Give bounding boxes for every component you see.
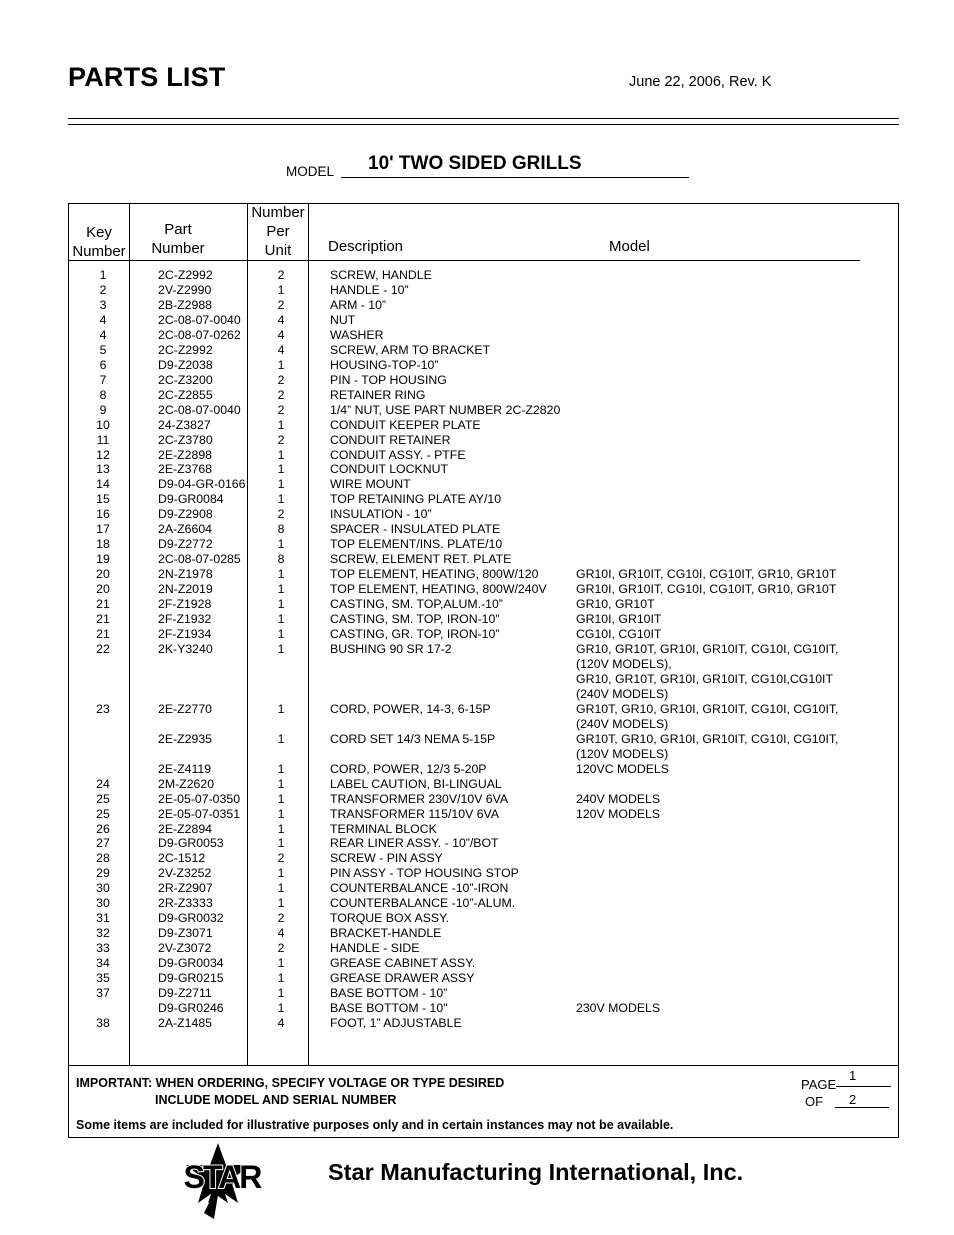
cell-description: TRANSFORMER 230V/10V 6VA bbox=[330, 791, 509, 806]
cell-model: 240V MODELS bbox=[576, 791, 661, 806]
table-row bbox=[0, 866, 954, 881]
cell-description: WASHER bbox=[330, 327, 384, 342]
cell-quantity: 1 bbox=[277, 956, 285, 971]
column-header-description: Description bbox=[328, 238, 404, 255]
cell-model: GR10T, GR10, GR10I, GR10IT, CG10I, CG10IT, bbox=[576, 701, 839, 716]
cell-quantity: 1 bbox=[277, 701, 285, 716]
cell-key: 15 bbox=[96, 492, 110, 507]
cell-description: TOP ELEMENT/INS. PLATE/10 bbox=[330, 537, 503, 552]
table-row bbox=[0, 358, 954, 373]
cell-quantity: 2 bbox=[277, 297, 285, 312]
cell-key: 4 bbox=[99, 327, 107, 342]
table-row bbox=[0, 313, 954, 328]
column-header-key: Key Number bbox=[72, 224, 126, 260]
cell-key: 38 bbox=[96, 1016, 110, 1030]
cell-part-number: D9-Z2772 bbox=[158, 537, 213, 552]
cell-description: REAR LINER ASSY. - 10”/BOT bbox=[330, 836, 499, 851]
table-row bbox=[0, 896, 954, 911]
cell-key: 33 bbox=[96, 941, 110, 956]
page-total-underline bbox=[835, 1107, 889, 1108]
cell-key: 34 bbox=[96, 956, 110, 971]
table-row bbox=[0, 732, 954, 747]
cell-part-number: D9-GR0032 bbox=[158, 911, 224, 926]
cell-part-number: 2R-Z2907 bbox=[158, 881, 213, 896]
cell-quantity: 4 bbox=[277, 1016, 285, 1030]
cell-part-number: D9-Z3071 bbox=[158, 926, 213, 941]
cell-part-number: 2C-Z2855 bbox=[158, 387, 213, 402]
cell-description: TORQUE BOX ASSY. bbox=[330, 911, 450, 926]
cell-quantity: 2 bbox=[277, 402, 285, 417]
page-number-underline bbox=[836, 1086, 891, 1087]
cell-quantity: 1 bbox=[277, 417, 285, 432]
cell-quantity: 1 bbox=[277, 836, 285, 851]
cell-part-number: 2N-Z1978 bbox=[158, 567, 213, 582]
cell-part-number: D9-04-GR-0166 bbox=[158, 477, 246, 492]
page-of-label: OF bbox=[805, 1094, 824, 1109]
cell-description: GREASE CABINET ASSY. bbox=[330, 956, 476, 971]
cell-part-number: 2E-Z3768 bbox=[158, 462, 213, 477]
model-value: 10' TWO SIDED GRILLS bbox=[368, 153, 582, 174]
cell-key: 25 bbox=[96, 806, 110, 821]
cell-description: 1/4” NUT, USE PART NUMBER 2C-Z2820 bbox=[330, 402, 561, 417]
header-divider bbox=[68, 118, 899, 119]
table-row bbox=[0, 941, 954, 956]
cell-quantity: 1 bbox=[277, 776, 285, 791]
cell-model: 230V MODELS bbox=[576, 1001, 661, 1016]
cell-quantity: 2 bbox=[277, 268, 285, 282]
cell-key: 22 bbox=[96, 642, 110, 656]
cell-part-number: 2F-Z1934 bbox=[158, 627, 212, 642]
cell-description: FOOT, 1” ADJUSTABLE bbox=[330, 1016, 462, 1030]
cell-description: CORD, POWER, 12/3 5-20P bbox=[330, 761, 487, 776]
cell-key: 21 bbox=[96, 627, 110, 642]
page-title: PARTS LIST bbox=[68, 62, 226, 92]
cell-key: 29 bbox=[96, 866, 110, 881]
table-row bbox=[0, 343, 954, 358]
cell-quantity: 2 bbox=[277, 851, 285, 866]
cell-key: 7 bbox=[99, 372, 107, 387]
cell-quantity: 1 bbox=[277, 357, 285, 372]
table-row bbox=[0, 567, 954, 582]
cell-quantity: 2 bbox=[277, 372, 285, 387]
cell-description: SCREW, ARM TO BRACKET bbox=[330, 342, 491, 357]
cell-part-number: D9-Z2038 bbox=[158, 357, 213, 372]
table-row bbox=[0, 328, 954, 343]
cell-model: 120VC MODELS bbox=[576, 761, 669, 776]
table-row bbox=[0, 612, 954, 627]
company-name: Star Manufacturing International, Inc. bbox=[328, 1159, 744, 1185]
cell-quantity: 4 bbox=[277, 327, 285, 342]
column-header-part: Part Number bbox=[151, 221, 205, 257]
table-row bbox=[0, 971, 954, 986]
cell-key: 21 bbox=[96, 612, 110, 627]
cell-description: BUSHING 90 SR 17-2 bbox=[330, 642, 452, 656]
cell-part-number: 2C-Z3200 bbox=[158, 372, 213, 387]
table-row bbox=[0, 373, 954, 388]
cell-key: 35 bbox=[96, 971, 110, 986]
cell-description: ARM - 10” bbox=[330, 297, 387, 312]
table-row bbox=[0, 403, 954, 418]
cell-quantity: 1 bbox=[277, 791, 285, 806]
cell-description: LABEL CAUTION, BI-LINGUAL bbox=[330, 776, 502, 791]
table-row bbox=[0, 477, 954, 492]
table-row bbox=[0, 298, 954, 313]
cell-description: HOUSING-TOP-10” bbox=[330, 357, 439, 372]
cell-part-number: 2C-1512 bbox=[158, 851, 206, 866]
cell-description: SCREW - PIN ASSY bbox=[330, 851, 443, 866]
cell-part-number: 2V-Z2990 bbox=[158, 282, 212, 297]
cell-description: CONDUIT RETAINER bbox=[330, 432, 451, 447]
cell-quantity: 1 bbox=[277, 971, 285, 986]
cell-part-number: 2E-05-07-0350 bbox=[158, 791, 241, 806]
table-row bbox=[0, 747, 954, 762]
cell-description: TRANSFORMER 115/10V 6VA bbox=[330, 806, 500, 821]
cell-model: (120V MODELS), bbox=[576, 656, 672, 671]
cell-description: TOP ELEMENT, HEATING, 800W/240V bbox=[330, 582, 547, 597]
cell-key: 25 bbox=[96, 791, 110, 806]
cell-description: SCREW, ELEMENT RET. PLATE bbox=[330, 552, 512, 567]
cell-description: HANDLE - 10” bbox=[330, 282, 409, 297]
cell-part-number: 2E-Z2894 bbox=[158, 821, 213, 836]
table-row bbox=[0, 552, 954, 567]
cell-part-number: 2E-Z2770 bbox=[158, 701, 213, 716]
cell-key: 3 bbox=[99, 297, 107, 312]
model-underline bbox=[341, 177, 689, 178]
cell-model: CG10I, CG10IT bbox=[576, 627, 662, 642]
table-header-divider-right bbox=[700, 260, 860, 261]
cell-key: 30 bbox=[96, 881, 110, 896]
cell-part-number: D9-GR0034 bbox=[158, 956, 224, 971]
cell-key: 8 bbox=[99, 387, 107, 402]
cell-quantity: 1 bbox=[277, 582, 285, 597]
table-row bbox=[0, 283, 954, 298]
cell-model: 120V MODELS bbox=[576, 806, 661, 821]
cell-description: INSULATION - 10” bbox=[330, 507, 432, 522]
cell-key: 19 bbox=[96, 552, 110, 567]
cell-quantity: 1 bbox=[277, 806, 285, 821]
page-total: 2 bbox=[849, 1092, 857, 1107]
revision-date: June 22, 2006, Rev. K bbox=[629, 74, 772, 90]
header-divider-thin bbox=[68, 124, 899, 125]
cell-quantity: 4 bbox=[277, 312, 285, 327]
cell-quantity: 1 bbox=[277, 537, 285, 552]
table-row bbox=[0, 388, 954, 403]
table-row bbox=[0, 822, 954, 837]
cell-part-number: 2A-Z6604 bbox=[158, 522, 213, 537]
cell-quantity: 1 bbox=[277, 761, 285, 776]
cell-key: 37 bbox=[96, 986, 110, 1001]
cell-part-number: 2M-Z2620 bbox=[158, 776, 215, 791]
cell-part-number: 2K-Y3240 bbox=[158, 642, 213, 656]
model-label: MODEL bbox=[286, 164, 335, 179]
table-row bbox=[0, 1016, 954, 1031]
table-row bbox=[0, 702, 954, 717]
table-row bbox=[0, 911, 954, 926]
cell-part-number: 2E-05-07-0351 bbox=[158, 806, 241, 821]
cell-quantity: 2 bbox=[277, 432, 285, 447]
cell-part-number: D9-GR0084 bbox=[158, 492, 224, 507]
cell-part-number: 2E-Z2935 bbox=[158, 731, 213, 746]
cell-key: 18 bbox=[96, 537, 110, 552]
cell-part-number: 2A-Z1485 bbox=[158, 1016, 213, 1030]
cell-description: CONDUIT KEEPER PLATE bbox=[330, 417, 481, 432]
cell-key: 26 bbox=[96, 821, 110, 836]
cell-key: 10 bbox=[96, 417, 110, 432]
cell-description: BRACKET-HANDLE bbox=[330, 926, 442, 941]
cell-quantity: 1 bbox=[277, 612, 285, 627]
cell-model: GR10I, GR10IT, CG10I, CG10IT, GR10, GR10T bbox=[576, 567, 837, 582]
cell-part-number: D9-GR0246 bbox=[158, 1001, 224, 1016]
table-row bbox=[0, 881, 954, 896]
cell-quantity: 1 bbox=[277, 866, 285, 881]
table-header-divider bbox=[68, 260, 700, 261]
table-row bbox=[0, 433, 954, 448]
cell-quantity: 1 bbox=[277, 282, 285, 297]
cell-model: GR10, GR10T, GR10I, GR10IT, CG10I, CG10IT, bbox=[576, 642, 839, 656]
cell-part-number: D9-GR0215 bbox=[158, 971, 224, 986]
cell-part-number: 2C-08-07-0262 bbox=[158, 327, 241, 342]
important-notice-line2: INCLUDE MODEL AND SERIAL NUMBER bbox=[155, 1093, 397, 1107]
cell-quantity: 1 bbox=[277, 597, 285, 612]
cell-part-number: 2N-Z2019 bbox=[158, 582, 213, 597]
table-row bbox=[0, 687, 954, 702]
table-row bbox=[0, 717, 954, 732]
cell-part-number: D9-Z2711 bbox=[158, 986, 212, 1001]
table-row bbox=[0, 448, 954, 463]
cell-part-number: 2C-08-07-0285 bbox=[158, 552, 241, 567]
table-row bbox=[0, 268, 954, 283]
cell-model: (120V MODELS) bbox=[576, 746, 669, 761]
cell-description: CORD, POWER, 14-3, 6-15P bbox=[330, 701, 491, 716]
cell-quantity: 1 bbox=[277, 881, 285, 896]
cell-description: SCREW, HANDLE bbox=[330, 268, 432, 282]
table-row bbox=[0, 582, 954, 597]
cell-quantity: 1 bbox=[277, 492, 285, 507]
cell-part-number: 2V-Z3072 bbox=[158, 941, 212, 956]
cell-description: CORD SET 14/3 NEMA 5-15P bbox=[330, 731, 496, 746]
table-row bbox=[0, 777, 954, 792]
page-number: 1 bbox=[849, 1068, 857, 1083]
table-row bbox=[0, 836, 954, 851]
cell-key: 23 bbox=[96, 701, 110, 716]
cell-key: 16 bbox=[96, 507, 110, 522]
table-row bbox=[0, 642, 954, 657]
cell-model: GR10T, GR10, GR10I, GR10IT, CG10I, CG10IT, bbox=[576, 731, 839, 746]
table-row bbox=[0, 986, 954, 1001]
cell-model: (240V MODELS) bbox=[576, 716, 669, 731]
cell-description: WIRE MOUNT bbox=[330, 477, 411, 492]
cell-description: TERMINAL BLOCK bbox=[330, 821, 437, 836]
cell-key: 12 bbox=[96, 447, 110, 462]
cell-part-number: 24-Z3827 bbox=[158, 417, 211, 432]
table-row bbox=[0, 792, 954, 807]
cell-description: CASTING, SM. TOP, IRON-10” bbox=[330, 612, 500, 627]
cell-part-number: 2C-08-07-0040 bbox=[158, 402, 241, 417]
cell-model: GR10, GR10T bbox=[576, 597, 655, 612]
table-row bbox=[0, 507, 954, 522]
table-row bbox=[0, 851, 954, 866]
cell-description: RETAINER RING bbox=[330, 387, 426, 402]
table-row bbox=[0, 418, 954, 433]
cell-description: CASTING, SM. TOP,ALUM.-10” bbox=[330, 597, 503, 612]
table-row bbox=[0, 1001, 954, 1016]
cell-quantity: 2 bbox=[277, 387, 285, 402]
table-row bbox=[0, 807, 954, 822]
cell-quantity: 1 bbox=[277, 821, 285, 836]
cell-quantity: 1 bbox=[277, 642, 285, 656]
cell-part-number: 2C-08-07-0040 bbox=[158, 312, 241, 327]
column-header-model: Model bbox=[609, 238, 650, 255]
cell-model: (240V MODELS) bbox=[576, 686, 669, 701]
cell-quantity: 1 bbox=[277, 896, 285, 911]
cell-quantity: 1 bbox=[277, 462, 285, 477]
cell-key: 32 bbox=[96, 926, 110, 941]
illustrative-note: Some items are included for illustrative purposes only and in certain instances may not be available. bbox=[76, 1118, 674, 1132]
cell-description: BASE BOTTOM - 10” bbox=[330, 986, 448, 1001]
cell-description: PIN - TOP HOUSING bbox=[330, 372, 447, 387]
cell-quantity: 1 bbox=[277, 1001, 285, 1016]
table-row bbox=[0, 462, 954, 477]
cell-key: 6 bbox=[99, 357, 107, 372]
important-notice: IMPORTANT: WHEN ORDERING, SPECIFY VOLTAGE OR TYPE DESIRED bbox=[76, 1076, 505, 1090]
cell-key: 13 bbox=[96, 462, 110, 477]
cell-key: 9 bbox=[99, 402, 107, 417]
cell-quantity: 1 bbox=[277, 986, 285, 1001]
cell-description: COUNTERBALANCE -10”-ALUM. bbox=[330, 896, 516, 911]
cell-key: 14 bbox=[96, 477, 110, 492]
table-row bbox=[0, 492, 954, 507]
cell-part-number: 2F-Z1932 bbox=[158, 612, 212, 627]
cell-description: CASTING, GR. TOP, IRON-10” bbox=[330, 627, 500, 642]
cell-part-number: 2C-Z2992 bbox=[158, 268, 213, 282]
table-row bbox=[0, 537, 954, 552]
cell-description: BASE BOTTOM - 10" bbox=[330, 1001, 448, 1016]
table-row bbox=[0, 762, 954, 777]
cell-key: 1 bbox=[99, 268, 107, 282]
cell-part-number: 2C-Z3780 bbox=[158, 432, 213, 447]
cell-part-number: 2E-Z4119 bbox=[158, 761, 212, 776]
cell-description: COUNTERBALANCE -10”-IRON bbox=[330, 881, 509, 896]
cell-description: PIN ASSY - TOP HOUSING STOP bbox=[330, 866, 519, 881]
cell-description: GREASE DRAWER ASSY bbox=[330, 971, 475, 986]
cell-quantity: 1 bbox=[277, 731, 285, 746]
cell-description: TOP RETAINING PLATE AY/10 bbox=[330, 492, 502, 507]
cell-part-number: D9-GR0053 bbox=[158, 836, 224, 851]
cell-part-number: 2R-Z3333 bbox=[158, 896, 213, 911]
cell-model: GR10I, GR10IT, CG10I, CG10IT, GR10, GR10T bbox=[576, 582, 837, 597]
logo-text: STAR bbox=[183, 1159, 261, 1195]
cell-quantity: 1 bbox=[277, 567, 285, 582]
cell-quantity: 8 bbox=[277, 552, 285, 567]
cell-model: GR10I, GR10IT bbox=[576, 612, 662, 627]
cell-key: 27 bbox=[96, 836, 110, 851]
page-label: PAGE bbox=[801, 1077, 837, 1092]
cell-quantity: 8 bbox=[277, 522, 285, 537]
star-logo-icon bbox=[174, 1141, 270, 1221]
cell-part-number: 2B-Z2988 bbox=[158, 297, 213, 312]
cell-description: HANDLE - SIDE bbox=[330, 941, 420, 956]
cell-part-number: 2E-Z2898 bbox=[158, 447, 213, 462]
cell-part-number: 2V-Z3252 bbox=[158, 866, 212, 881]
cell-key: 2 bbox=[99, 282, 107, 297]
cell-description: SPACER - INSULATED PLATE bbox=[330, 522, 501, 537]
cell-key: 5 bbox=[99, 342, 107, 357]
cell-quantity: 4 bbox=[277, 926, 285, 941]
table-footer-divider bbox=[68, 1065, 899, 1066]
table-row bbox=[0, 672, 954, 687]
table-row bbox=[0, 657, 954, 672]
cell-key: 20 bbox=[96, 582, 110, 597]
table-row bbox=[0, 627, 954, 642]
cell-quantity: 2 bbox=[277, 911, 285, 926]
cell-key: 31 bbox=[96, 911, 110, 926]
cell-description: CONDUIT ASSY. - PTFE bbox=[330, 447, 466, 462]
cell-model: GR10, GR10T, GR10I, GR10IT, CG10I,CG10IT bbox=[576, 671, 833, 686]
cell-key: 30 bbox=[96, 896, 110, 911]
table-row bbox=[0, 926, 954, 941]
cell-description: TOP ELEMENT, HEATING, 800W/120 bbox=[330, 567, 539, 582]
cell-quantity: 1 bbox=[277, 477, 285, 492]
cell-quantity: 2 bbox=[277, 941, 285, 956]
table-row bbox=[0, 522, 954, 537]
cell-part-number: 2F-Z1928 bbox=[158, 597, 212, 612]
cell-key: 21 bbox=[96, 597, 110, 612]
cell-description: CONDUIT LOCKNUT bbox=[330, 462, 448, 477]
cell-key: 17 bbox=[96, 522, 110, 537]
cell-part-number: 2C-Z2992 bbox=[158, 342, 213, 357]
cell-key: 11 bbox=[96, 432, 110, 447]
cell-key: 20 bbox=[96, 567, 110, 582]
cell-quantity: 1 bbox=[277, 447, 285, 462]
cell-description: NUT bbox=[330, 312, 356, 327]
cell-quantity: 4 bbox=[277, 342, 285, 357]
column-header-qty: Number Per Unit bbox=[251, 204, 305, 259]
cell-part-number: D9-Z2908 bbox=[158, 507, 213, 522]
table-row bbox=[0, 956, 954, 971]
cell-quantity: 1 bbox=[277, 627, 285, 642]
table-row bbox=[0, 597, 954, 612]
cell-key: 24 bbox=[96, 776, 110, 791]
cell-key: 28 bbox=[96, 851, 110, 866]
cell-quantity: 2 bbox=[277, 507, 285, 522]
cell-key: 4 bbox=[99, 312, 107, 327]
